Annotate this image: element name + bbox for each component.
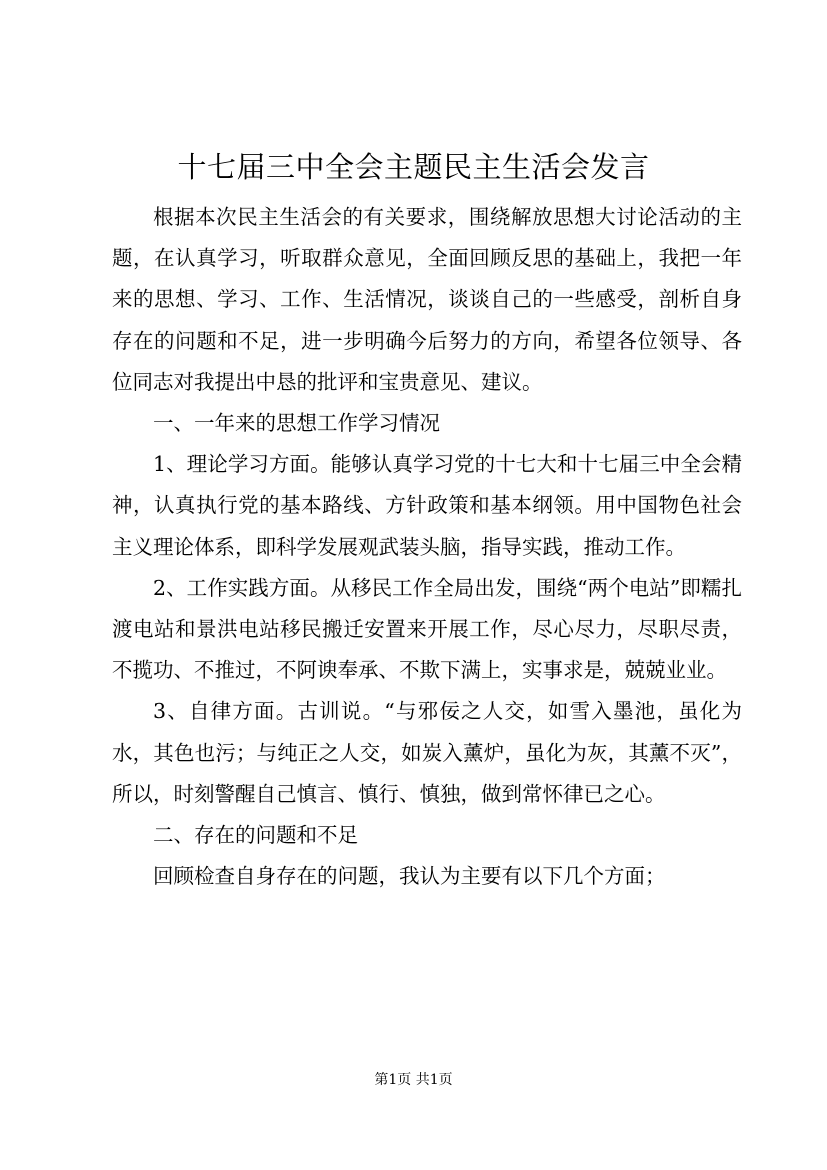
section-heading-2: 二、存在的问题和不足 bbox=[153, 823, 358, 848]
paragraph-theory-study: 1、理论学习方面。能够认真学习党的十七大和十七届三中全会精神，认真执行党的基本路线、方针政策和基本纲领。用中国物色社会主义理论体系，即科学发展观武装头脑，指导实践，推动工作。 bbox=[112, 452, 742, 559]
document-body bbox=[112, 197, 742, 897]
paragraph-intro: 根据本次民主生活会的有关要求，围绕解放思想大讨论活动的主题，在认真学习，听取群众意见，全面回顾反思的基础上，我把一年来的思想、学习、工作、生活情况，谈谈自己的一些感受，剖析自身存在的问题和不足，进一步明确今后努力的方向，希望各位领导、各位同志对我提出中恳的批评和宝贵意见、建议。 bbox=[112, 205, 742, 394]
page-footer: 第1页 共1页 bbox=[374, 1072, 453, 1088]
document-title: 十七届三中全会主题民主生活会发言 bbox=[177, 150, 650, 184]
section-heading-1: 一、一年来的思想工作学习情况 bbox=[153, 411, 440, 436]
paragraph-problems-intro: 回顾检查自身存在的问题，我认为主要有以下几个方面； bbox=[153, 864, 666, 889]
paragraph-self-discipline: 3、自律方面。古训说。“与邪佞之人交，如雪入墨池，虽化为水，其色也污；与纯正之人交，如炭入薰炉，虽化为灰，其薰不灭”，所以，时刻警醒自己慎言、慎行、慎独，做到常怀律已之心。 bbox=[112, 699, 742, 806]
paragraph-work-practice: 2、工作实践方面。从移民工作全局出发，围绕“两个电站”即糯扎渡电站和景洪电站移民搬迁安置来开展工作，尽心尽力，尽职尽责，不揽功、不推过，不阿谀奉承、不欺下满上，实事求是，兢兢业业。 bbox=[112, 575, 742, 683]
